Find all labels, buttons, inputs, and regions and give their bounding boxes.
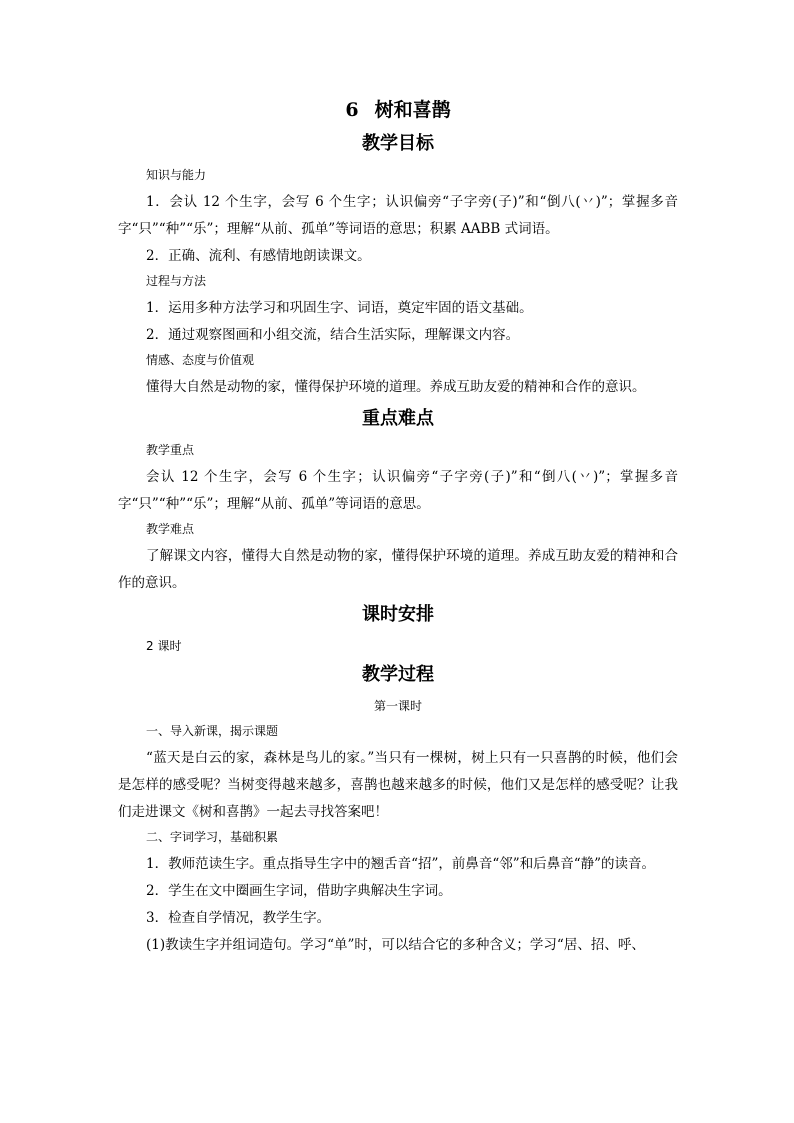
step1-text: “蓝天是白云的家，森林是鸟儿的家。”当只有一棵树，树上只有一只喜鹊的时候，他们会是怎样的感受呢？当树变得越来越多，喜鹊也越来越多的时候，他们又是怎样的感受呢？让我们走进课文《树和喜鹊》一起去寻找答案吧！ (118, 750, 678, 820)
step1-heading: 一、导入新课，揭示课题 (146, 724, 279, 738)
document-page (118, 96, 678, 959)
schedule-text: 2 课时 (146, 639, 182, 653)
schedule-heading: 课时安排 (362, 604, 434, 625)
knowledge-heading: 知识与能力 (146, 168, 207, 182)
process-heading: 教学过程 (362, 664, 434, 685)
attitude-text: 懂得大自然是动物的家，懂得保护环境的道理。养成互助友爱的精神和合作的意识。 (146, 379, 646, 395)
process-item-1: 1．运用多种方法学习和巩固生字、词语，奠定牢固的语文基础。 (146, 300, 533, 316)
goals-heading: 教学目标 (362, 133, 434, 154)
lesson-period-label: 第一课时 (373, 699, 422, 713)
process-method-heading: 过程与方法 (146, 274, 207, 288)
process-item-2: 2．通过观察图画和小组交流，结合生活实际，理解课文内容。 (146, 327, 520, 343)
focus-heading: 教学重点 (146, 443, 195, 457)
lesson-title-text: 树和喜鹊 (374, 99, 451, 121)
key-heading: 重点难点 (362, 408, 434, 429)
attitude-heading: 情感、态度与价值观 (146, 353, 255, 367)
lesson-number: 6 (345, 99, 359, 121)
knowledge-item-2: 2．正确、流利、有感情地朗读课文。 (146, 248, 371, 264)
step2-item-1: 1．教师范读生字。重点指导生字中的翘舌音“招”，前鼻音“邻”和后鼻音“静”的读音。 (146, 856, 655, 872)
knowledge-item-1: 1．会认 12 个生字，会写 6 个生字；认识偏旁“子字旁(子)”和“倒八(丷)”；掌握多音字“只”“种”“乐”；理解“从前、孤单”等词语的意思；积累 AABB 式词语。 (118, 194, 678, 237)
focus-text: 会认 12 个生字，会写 6 个生字；认识偏旁“子字旁(子)”和“倒八(丷)”；掌握多音字“只”“种”“乐”；理解“从前、孤单”等词语的意思。 (118, 469, 678, 512)
step2-item-3: 3．检查自学情况，教学生字。 (146, 910, 331, 926)
step2-item-4: (1)教读生字并组词造句。学习“单”时，可以结合它的多种含义；学习“居、招、呼、 (146, 937, 645, 953)
step2-item-2: 2．学生在文中圈画生字词，借助字典解决生字词。 (146, 883, 452, 899)
difficulty-text: 了解课文内容，懂得大自然是动物的家，懂得保护环境的道理。养成互助友爱的精神和合作的意识。 (118, 548, 678, 591)
lesson-title (118, 96, 678, 124)
step2-heading: 二、字词学习，基础积累 (146, 830, 279, 844)
difficulty-heading: 教学难点 (146, 522, 195, 536)
